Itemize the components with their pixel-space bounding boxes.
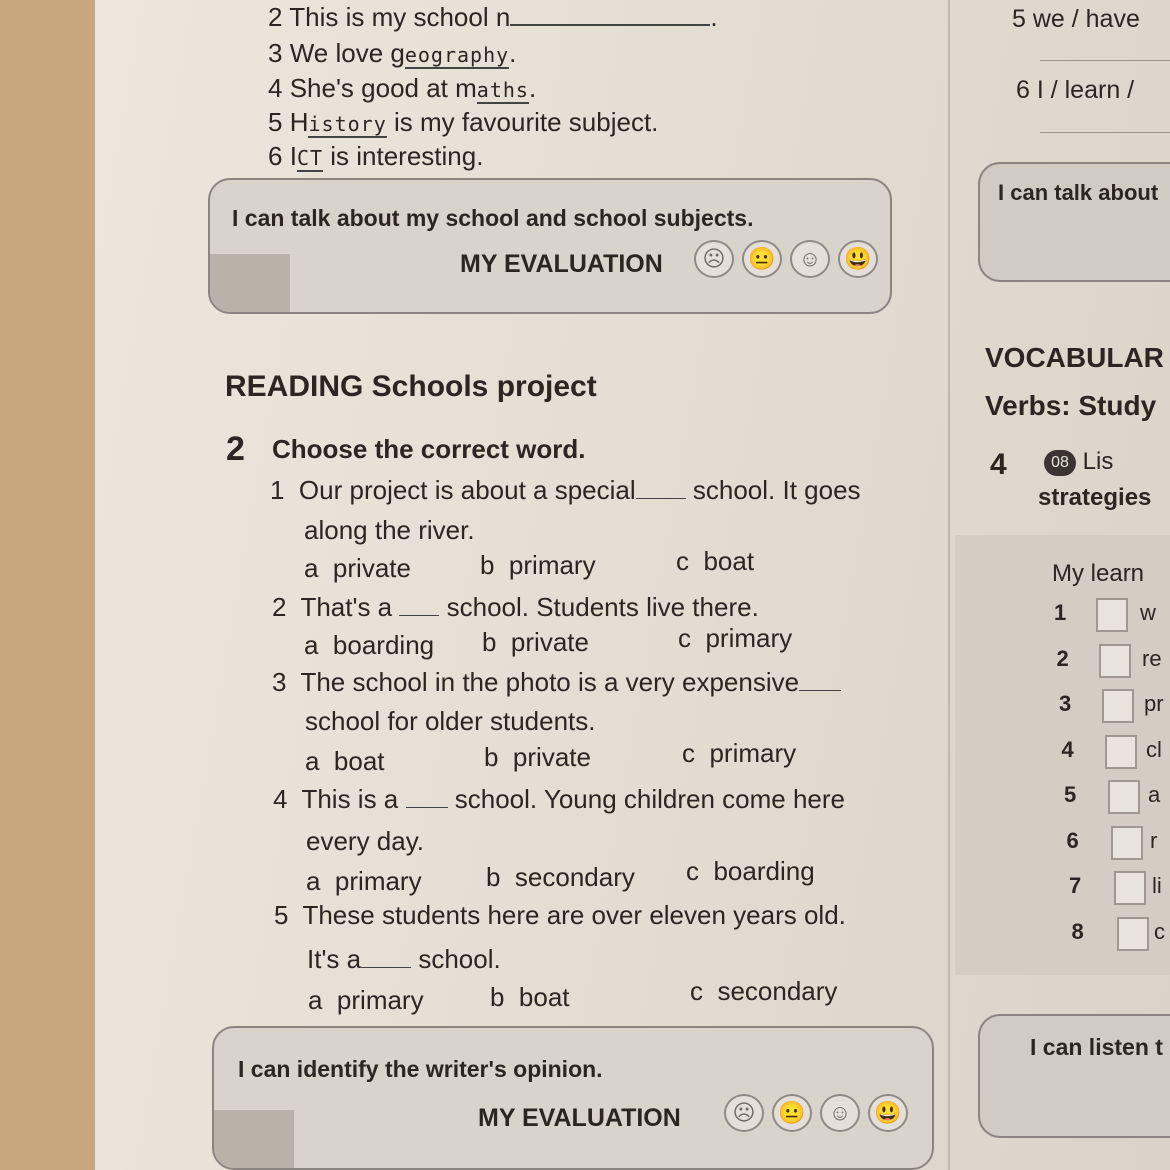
strategy-text: li <box>1152 873 1162 898</box>
strategy-number: 8 <box>1071 918 1084 944</box>
blank[interactable] <box>361 967 411 968</box>
strategy-text: c <box>1154 918 1165 944</box>
strategy-checkbox[interactable] <box>1108 780 1140 814</box>
neutral-face-icon[interactable]: 😐 <box>772 1094 812 1132</box>
question-1-option-b[interactable]: b primary <box>480 550 596 580</box>
strategy-text: re <box>1142 645 1162 671</box>
eval2-faces <box>724 1094 908 1132</box>
question-2-option-c[interactable]: c primary <box>678 623 793 653</box>
column-divider <box>948 0 950 1170</box>
question-1-option-c[interactable]: c boat <box>676 546 755 576</box>
eval1-faces <box>694 240 878 278</box>
exercise-instruction: Choose the correct word. <box>272 434 586 464</box>
strategy-text: w <box>1140 600 1156 625</box>
strategy-checkbox[interactable] <box>1117 917 1149 951</box>
question-1-line2: along the river. <box>304 515 475 545</box>
exercise-number: 2 <box>226 430 245 468</box>
right-can-talk: I can talk about <box>998 180 1159 205</box>
question-4-option-a[interactable]: a primary <box>306 866 422 896</box>
strategy-checkbox[interactable] <box>1099 644 1131 678</box>
strategy-checkbox[interactable] <box>1111 826 1143 860</box>
blank[interactable] <box>799 690 841 691</box>
right-can-listen: I can listen t <box>1030 1034 1163 1060</box>
happy-face-icon[interactable]: 😃 <box>838 240 878 278</box>
strategy-text: r <box>1150 827 1158 853</box>
eval1-statement: I can talk about my school and school subjects. <box>232 205 754 231</box>
happy-face-icon[interactable]: 😃 <box>868 1094 908 1132</box>
vocab-item-2: 2 This is my school n . <box>268 2 718 32</box>
eval2-statement: I can identify the writer's opinion. <box>238 1056 603 1082</box>
answer-line <box>1040 132 1170 133</box>
blank[interactable] <box>406 807 448 808</box>
question-5-option-a[interactable]: a primary <box>308 985 424 1015</box>
evaluation-tab <box>210 254 290 312</box>
right-evaluation-box-2 <box>978 1014 1170 1138</box>
question-3-option-b[interactable]: b private <box>484 742 591 772</box>
question-5-option-b[interactable]: b boat <box>490 982 570 1012</box>
question-4-option-c[interactable]: c boarding <box>686 856 815 886</box>
question-5-option-c[interactable]: c secondary <box>690 976 838 1006</box>
strategy-number: 4 <box>1061 736 1074 762</box>
question-2-option-a[interactable]: a boarding <box>304 630 435 660</box>
blank[interactable] <box>399 615 439 616</box>
strategy-text: a <box>1148 782 1161 807</box>
question-2-option-b[interactable]: b private <box>482 627 589 657</box>
vocab-item-4: 4 She's good at maths. <box>268 73 537 103</box>
strategy-number: 7 <box>1069 873 1082 898</box>
my-learning-label: My learn <box>1052 560 1145 587</box>
eval2-label: MY EVALUATION <box>478 1104 681 1132</box>
question-2: 2 That's a school. Students live there. <box>272 592 759 622</box>
audio-track-icon[interactable]: 08 <box>1044 450 1076 476</box>
exercise-4-number: 4 <box>990 448 1007 481</box>
strategy-number: 6 <box>1066 827 1079 853</box>
blank[interactable] <box>636 498 686 499</box>
vocab-item-3: 3 We love geography. <box>268 38 517 68</box>
neutral-face-icon[interactable]: 😐 <box>742 240 782 278</box>
smile-face-icon[interactable]: ☺ <box>790 240 830 278</box>
reading-title: READING Schools project <box>225 370 597 403</box>
vocab-item-5: 5 History is my favourite subject. <box>268 107 659 137</box>
eval1-label: MY EVALUATION <box>460 250 663 278</box>
question-3-option-c[interactable]: c primary <box>682 738 797 768</box>
strategy-number: 1 <box>1054 600 1067 625</box>
question-5: 5 These students here are over eleven years old. <box>274 900 846 930</box>
strategies-label: strategies <box>1038 484 1152 511</box>
smile-face-icon[interactable]: ☺ <box>820 1094 860 1132</box>
answer-line <box>1040 60 1170 61</box>
sad-face-icon[interactable]: ☹ <box>724 1094 764 1132</box>
question-1-option-a[interactable]: a private <box>304 553 411 583</box>
evaluation-tab <box>214 1110 294 1168</box>
question-5-line2: It's a school. <box>307 944 501 974</box>
strategy-checkbox[interactable] <box>1114 871 1146 905</box>
strategy-checkbox[interactable] <box>1105 735 1137 769</box>
question-3: 3 The school in the photo is a very expensive <box>272 667 841 698</box>
strategy-checkbox[interactable] <box>1102 689 1134 723</box>
right-item-6: 6 I / learn / <box>1016 76 1135 104</box>
vocabulary-heading: VOCABULAR <box>985 342 1164 373</box>
question-4: 4 This is a school. Young children come here <box>273 784 846 814</box>
strategy-text: pr <box>1144 691 1164 716</box>
question-4-line2: every day. <box>306 826 425 856</box>
strategy-number: 5 <box>1064 782 1077 807</box>
question-3-line2: school for older students. <box>305 706 596 736</box>
question-4-option-b[interactable]: b secondary <box>486 862 635 892</box>
vocab-item-6: 6 ICT is interesting. <box>268 141 484 171</box>
question-3-option-a[interactable]: a boat <box>305 746 385 776</box>
verbs-heading: Verbs: Study <box>985 390 1157 421</box>
strategy-number: 3 <box>1059 691 1072 716</box>
strategy-text: cl <box>1146 736 1162 762</box>
right-item-5: 5 we / have <box>1012 5 1140 33</box>
question-1: 1 Our project is about a special school. It goes <box>270 475 861 505</box>
strategy-number: 2 <box>1056 645 1069 671</box>
sad-face-icon[interactable]: ☹ <box>694 240 734 278</box>
strategy-checkbox[interactable] <box>1096 598 1128 632</box>
exercise-4-header: 08 Lis <box>1044 448 1113 476</box>
